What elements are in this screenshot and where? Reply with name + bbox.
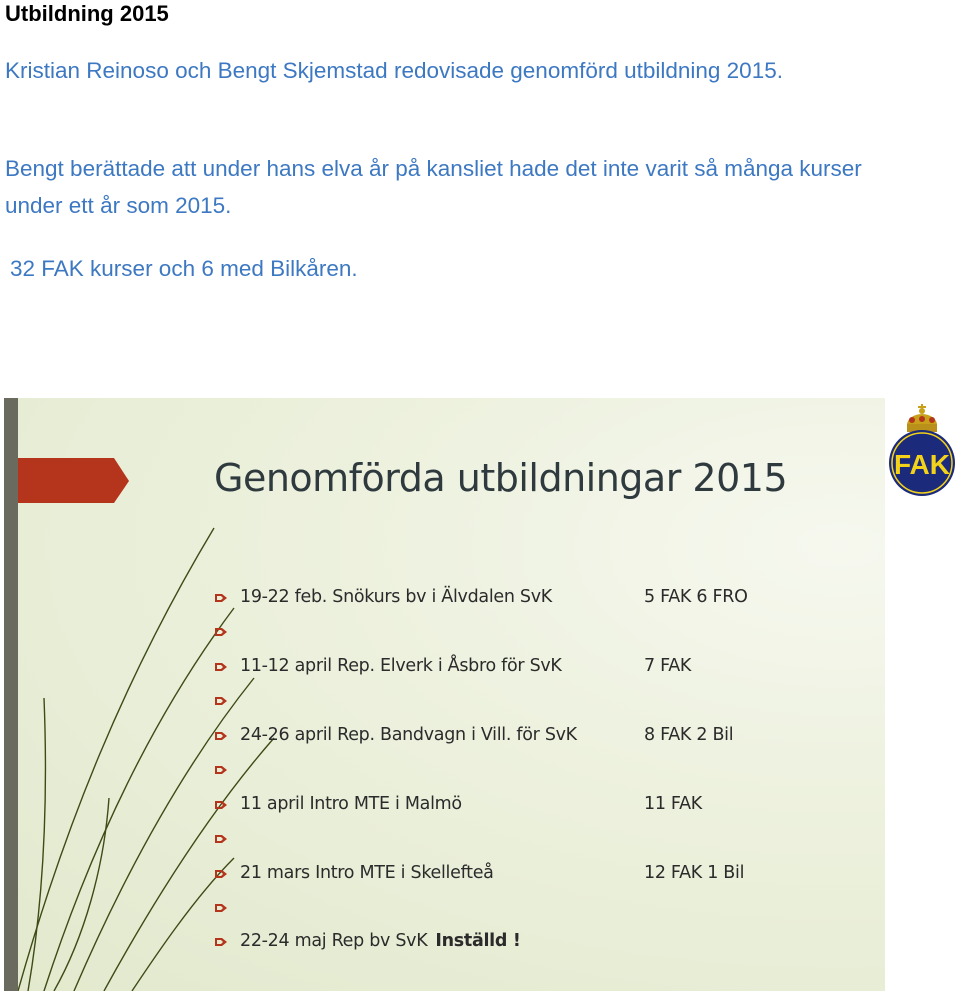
paragraph-fak-count: 32 FAK kurser och 6 med Bilkåren. (10, 256, 358, 281)
bullet-arrow-icon (214, 592, 228, 604)
logo-text: FAK (894, 449, 950, 480)
bullet-arrow-icon (214, 661, 228, 673)
paragraph-kurser: Bengt berättade att under hans elva år på kansliet hade det inte varit så många kurser under ett år som 2015. (5, 156, 862, 218)
slide-title: Genomförda utbildningar 2015 (214, 456, 788, 500)
paragraph-redovisning: Kristian Reinoso och Bengt Skjemstad redovisade genomförd utbildning 2015. (5, 58, 783, 83)
list-item-value: 8 FAK 2 Bil (644, 725, 734, 745)
fak-emblem (885, 398, 960, 503)
bullet-arrow-icon (214, 626, 228, 638)
slide-image (4, 398, 885, 991)
list-item-text: 24-26 april Rep. Bandvagn i Vill. för SvK (240, 725, 577, 745)
list-item-text: 11 april Intro MTE i Malmö (240, 794, 462, 814)
list-item-text: 21 mars Intro MTE i Skellefteå (240, 863, 494, 883)
bullet-arrow-icon (214, 730, 228, 742)
document-title: Utbildning 2015 (5, 1, 169, 26)
bullet-arrow-icon (214, 936, 228, 948)
fak-logo (885, 398, 960, 503)
slide-left-bar (4, 398, 18, 991)
bullet-arrow-icon (214, 868, 228, 880)
list-item-status: Inställd ! (435, 931, 521, 951)
list-item-text: 19-22 feb. Snökurs bv i Älvdalen SvK (240, 587, 552, 607)
decor-lines (18, 528, 274, 991)
bullet-arrow-icon (214, 799, 228, 811)
slide-accent-bar (4, 458, 129, 503)
bullet-arrow-icon (214, 764, 228, 776)
list-item-text: 11-12 april Rep. Elverk i Åsbro för SvK (240, 656, 562, 676)
list-item-value: 5 FAK 6 FRO (644, 587, 748, 607)
list-item-line (240, 931, 521, 951)
list-item-value: 7 FAK (644, 656, 692, 676)
list-item-value: 12 FAK 1 Bil (644, 863, 745, 883)
bullet-arrow-icon (214, 902, 228, 914)
bullet-arrow-icon (214, 695, 228, 707)
bullet-arrow-icon (214, 833, 228, 845)
list-item-value: 11 FAK (644, 794, 702, 814)
list-item-text: 22-24 maj Rep bv SvK (240, 931, 428, 951)
